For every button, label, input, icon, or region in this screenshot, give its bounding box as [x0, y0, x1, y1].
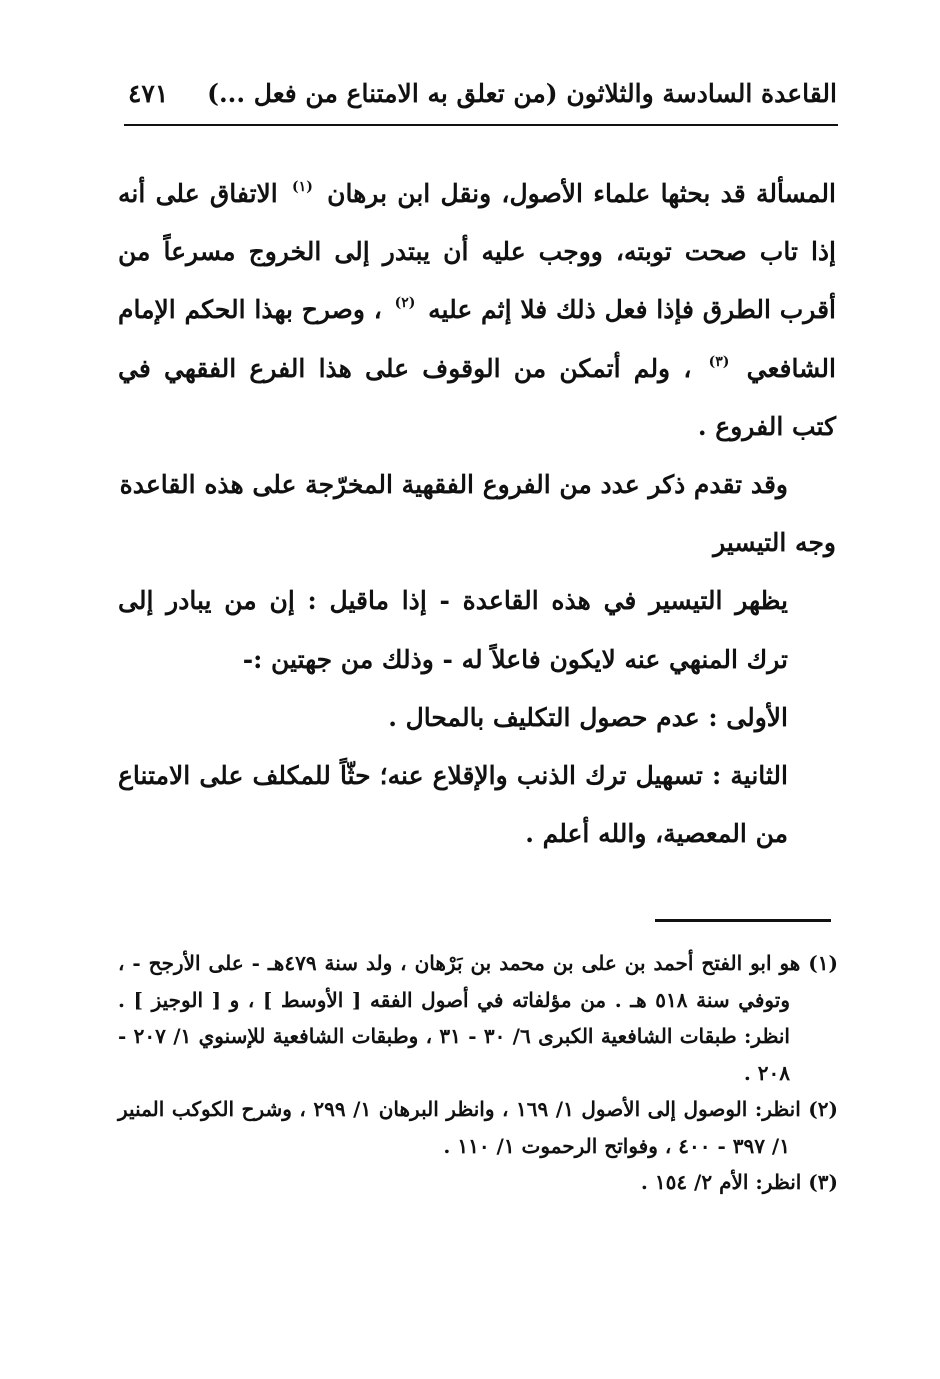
footnotes	[118, 945, 838, 1201]
header-divider	[124, 124, 838, 126]
paragraph-4: الأولى : عدم حصول التكليف بالمحال .	[388, 702, 788, 732]
footnote-ref-1: (١)	[292, 179, 313, 195]
paragraph-5: الثانية : تسهيل ترك الذنب والإقلاع عنه؛ حثّاً للمكلف على الامتناع من المعصية، والله أعلم .	[118, 761, 788, 849]
paragraph-3: يظهر التيسير في هذه القاعدة - إذا ماقيل : إن من يبادر إلى ترك المنهي عنه لايكون فاعلاً له - وذلك من جهتين :-	[118, 586, 788, 674]
footnote-3: (٣) انظر: الأم ٢/ ١٥٤ .	[640, 1170, 838, 1194]
footnote-divider	[655, 919, 831, 922]
footnote-ref-3: (٣)	[708, 353, 730, 370]
paragraph-1-text-b: الاتفاق على أنه إذا تاب صحت توبته، ووجب عليه أن يبتدر إلى الخروج مسرعاً من أقرب الطرق فإذا فعل ذلك فلا إثم عليه	[118, 179, 836, 325]
footnote-1: (١) هو ابو الفتح أحمد بن على بن محمد بن بَرْهان ، ولد سنة ٤٧٩هـ - على الأرجح - ، وتوفي سنة ٥١٨ هـ . من مؤلفاته في أصول الفقه [ الأوسط ] ، و [ الوجيز ] . انظر: طبقات الشافعية الكبرى ٦/ ٣٠ - ٣١ ، وطبقات الشافعية للإسنوي ١/ ٢٠٧ - ٢٠٨ .	[118, 951, 838, 1085]
main-text	[118, 165, 836, 863]
running-header-title: القاعدة السادسة والثلاثون (من تعلق به الامتناع من فعل ...)	[207, 79, 837, 108]
paragraph-1-text-d: ، ولم أتمكن من الوقوف على هذا الفرع الفقهي في كتب الفروع .	[118, 353, 836, 441]
page-number: ٤٧١	[128, 79, 169, 108]
footnote-2: (٢) انظر: الوصول إلى الأصول ١/ ١٦٩ ، وانظر البرهان ١/ ٢٩٩ ، وشرح الكوكب المنير ١/ ٣٩٧ - ٤٠٠ ، وفواتح الرحموت ١/ ١١٠ .	[118, 1097, 838, 1158]
paragraph-2: وقد تقدم ذكر عدد من الفروع الفقهية المخرّجة على هذه القاعدة	[119, 470, 788, 500]
section-heading: وجه التيسير	[713, 528, 836, 558]
paragraph-1-text-c: ، وصرح بهذا الحكم الإمام الشافعي	[118, 295, 836, 383]
paragraph-1-text-a: المسألة قد بحثها علماء الأصول، ونقل ابن برهان	[327, 179, 836, 208]
footnote-ref-2: (٢)	[394, 295, 416, 312]
paragraph-1	[118, 165, 836, 456]
